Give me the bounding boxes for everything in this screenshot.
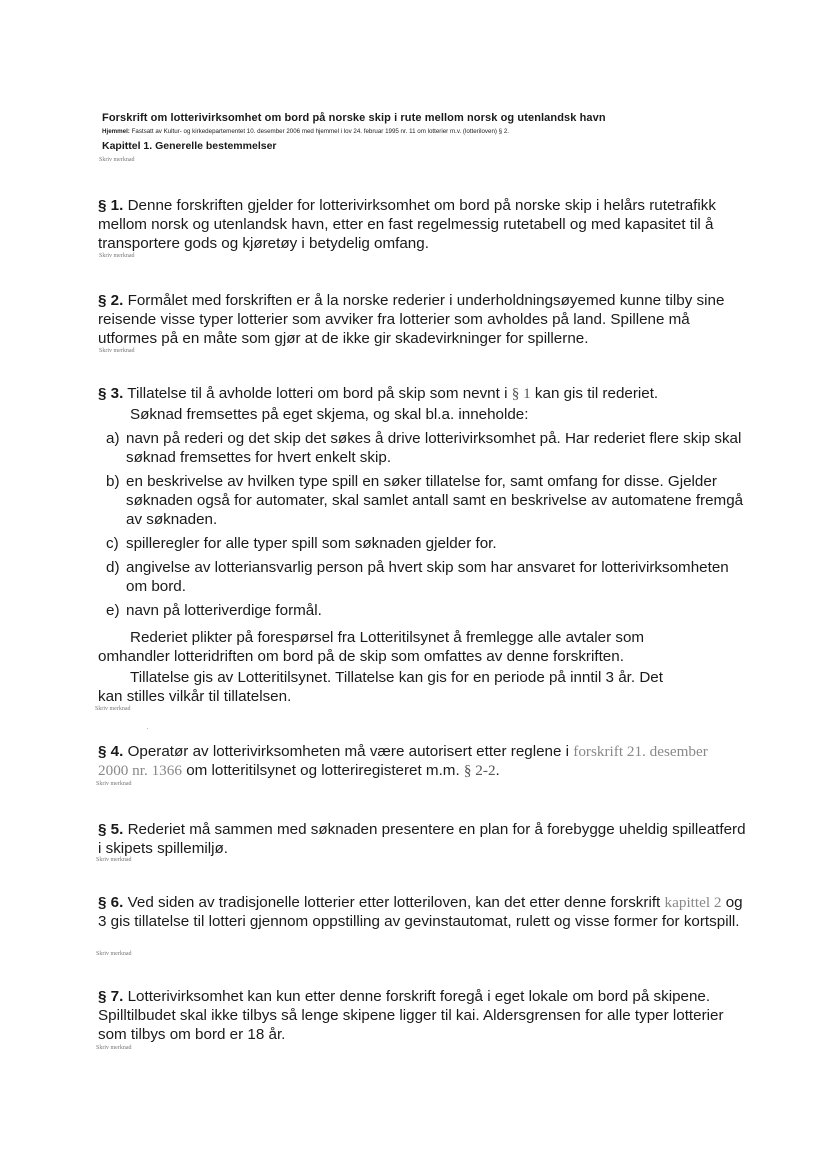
- section-number: § 7.: [98, 988, 124, 1005]
- section-number: § 2.: [98, 292, 124, 309]
- section-3-para-2-first: Rederiet plikter på forespørsel fra Lotteritilsynet å fremlegge alle avtaler som: [130, 629, 645, 646]
- list-item-text: navn på lotteriverdige formål.: [126, 602, 322, 619]
- write-note-link[interactable]: Skriv merknad: [99, 348, 135, 354]
- paragraph-reference-link[interactable]: § 2-2: [463, 762, 496, 779]
- section-text: Ved siden av tradisjonelle lotterier etter lotteriloven, kan det etter denne forskrift: [127, 894, 661, 911]
- section-text: Operatør av lotterivirksomheten må være autorisert etter reglene i: [127, 743, 570, 760]
- chapter-heading: Kapittel 1. Generelle bestemmelser: [102, 140, 277, 152]
- section-text: Denne forskriften gjelder for lotterivirksomhet om bord på norske skip i helårs rutetrafikk mellom norsk og utenlandsk havn, etter en fast regelmessig rutetabell og med kapasitet til å transportere gods og kjøretøy i betydelig omfang.: [98, 197, 716, 252]
- application-intro: Søknad fremsettes på eget skjema, og skal bl.a. inneholde:: [130, 406, 529, 423]
- write-note-link[interactable]: Skriv merknad: [96, 1045, 132, 1051]
- write-note-link[interactable]: Skriv merknad: [96, 781, 132, 787]
- section-3-para-3-first: Tillatelse gis av Lotteritilsynet. Tillatelse kan gis for en periode på inntil 3 år. Det: [130, 669, 663, 686]
- write-note-link[interactable]: Skriv merknad: [96, 951, 132, 957]
- list-item-text: spilleregler for alle typer spill som søknaden gjelder for.: [126, 535, 497, 552]
- authority-label: Hjemmel:: [102, 128, 130, 135]
- authority-text[interactable]: Fastsatt av Kultur- og kirkedepartementet 10. desember 2006 med hjemmel i lov 24. februar 1995 nr. 11 om lotterier m.v. (lotteriloven) § 2.: [131, 128, 509, 135]
- section-text: Lotterivirksomhet kan kun etter denne forskrift foregå i eget lokale om bord på skipene. Spilltilbudet skal ikke tilbys så lenge skipene ligger til kai. Aldersgrensen for alle typer lotterier som tilbys om bord er 18 år.: [98, 988, 724, 1043]
- section-text-end: .: [495, 762, 500, 779]
- legal-authority: [102, 128, 509, 135]
- list-item-letter: c): [106, 535, 119, 552]
- section-number: § 4.: [98, 743, 124, 760]
- write-note-link[interactable]: Skriv merknad: [95, 706, 131, 712]
- application-requirements-list: [106, 429, 746, 625]
- regulation-title: Forskrift om lotterivirksomhet om bord på norske skip i rute mellom norsk og utenlandsk havn: [102, 112, 606, 124]
- write-note-link[interactable]: Skriv merknad: [99, 157, 135, 163]
- section-text-end: kan gis til rederiet.: [534, 385, 659, 402]
- write-note-link[interactable]: Skriv merknad: [96, 857, 132, 863]
- section-number: § 5.: [98, 821, 124, 838]
- section-number: § 1.: [98, 197, 124, 214]
- paragraph-reference-link[interactable]: § 1: [511, 385, 531, 402]
- section-5: [98, 820, 750, 858]
- section-text: Tillatelse til å avholde lotteri om bord på skip som nevnt i: [127, 385, 508, 402]
- scan-mark: ·: [146, 724, 149, 733]
- list-item-text: en beskrivelse av hvilken type spill en søker tillatelse for, samt omfang for disse. Gjelder søknaden også for automater, skal samlet antall samt en beskrivelse av automatene fremgå av søknaden.: [126, 473, 744, 528]
- section-number: § 6.: [98, 894, 124, 911]
- list-item: [106, 534, 746, 553]
- section-7: [98, 987, 738, 1044]
- list-item: [106, 558, 746, 596]
- section-text-mid: om lotteritilsynet og lotteriregisteret m.m.: [186, 762, 460, 779]
- section-3-para-2-rest: omhandler lotteridriften om bord på de skip som omfattes av denne forskriften.: [98, 648, 624, 665]
- section-3-lead: [98, 384, 748, 403]
- section-6: [98, 893, 743, 931]
- write-note-link[interactable]: Skriv merknad: [99, 253, 135, 259]
- section-4: [98, 742, 738, 780]
- section-3-para-3-rest: kan stilles vilkår til tillatelsen.: [98, 688, 292, 705]
- list-item-text: navn på rederi og det skip det søkes å drive lotterivirksomhet på. Har rederiet flere skip skal søknad fremsettes for hvert enkelt skip.: [126, 430, 742, 466]
- list-item-letter: e): [106, 602, 120, 619]
- section-1: [98, 196, 748, 253]
- list-item-letter: a): [106, 430, 120, 447]
- section-2: [98, 291, 743, 348]
- section-text: Formålet med forskriften er å la norske rederier i underholdningsøyemed kunne tilby sine reisende visse typer lotterier som avviker fra lotterier som avholdes på land. Spillene må utformes på en måte som gjør at de ikke gir skadevirkninger for spillerne.: [98, 292, 725, 347]
- list-item: [106, 472, 746, 529]
- list-item-text: angivelse av lotteriansvarlig person på hvert skip som har ansvaret for lotterivirksomheten om bord.: [126, 559, 729, 595]
- chapter-reference-link[interactable]: kapittel 2: [664, 894, 722, 911]
- list-item: [106, 429, 746, 467]
- section-text: Rederiet må sammen med søknaden presentere en plan for å forebygge uheldig spilleatferd i skipets spillemiljø.: [98, 821, 746, 857]
- list-item-letter: d): [106, 559, 120, 576]
- regulation-reference-link[interactable]: forskrift 21. desember 2000 nr. 1366: [98, 743, 708, 779]
- list-item-letter: b): [106, 473, 120, 490]
- section-text-end: og 3 gis tillatelse til lotteri gjennom oppstilling av gevinstautomat, rulett og visse former for kortspill.: [98, 894, 743, 930]
- section-number: § 3.: [98, 385, 124, 402]
- list-item: [106, 601, 746, 620]
